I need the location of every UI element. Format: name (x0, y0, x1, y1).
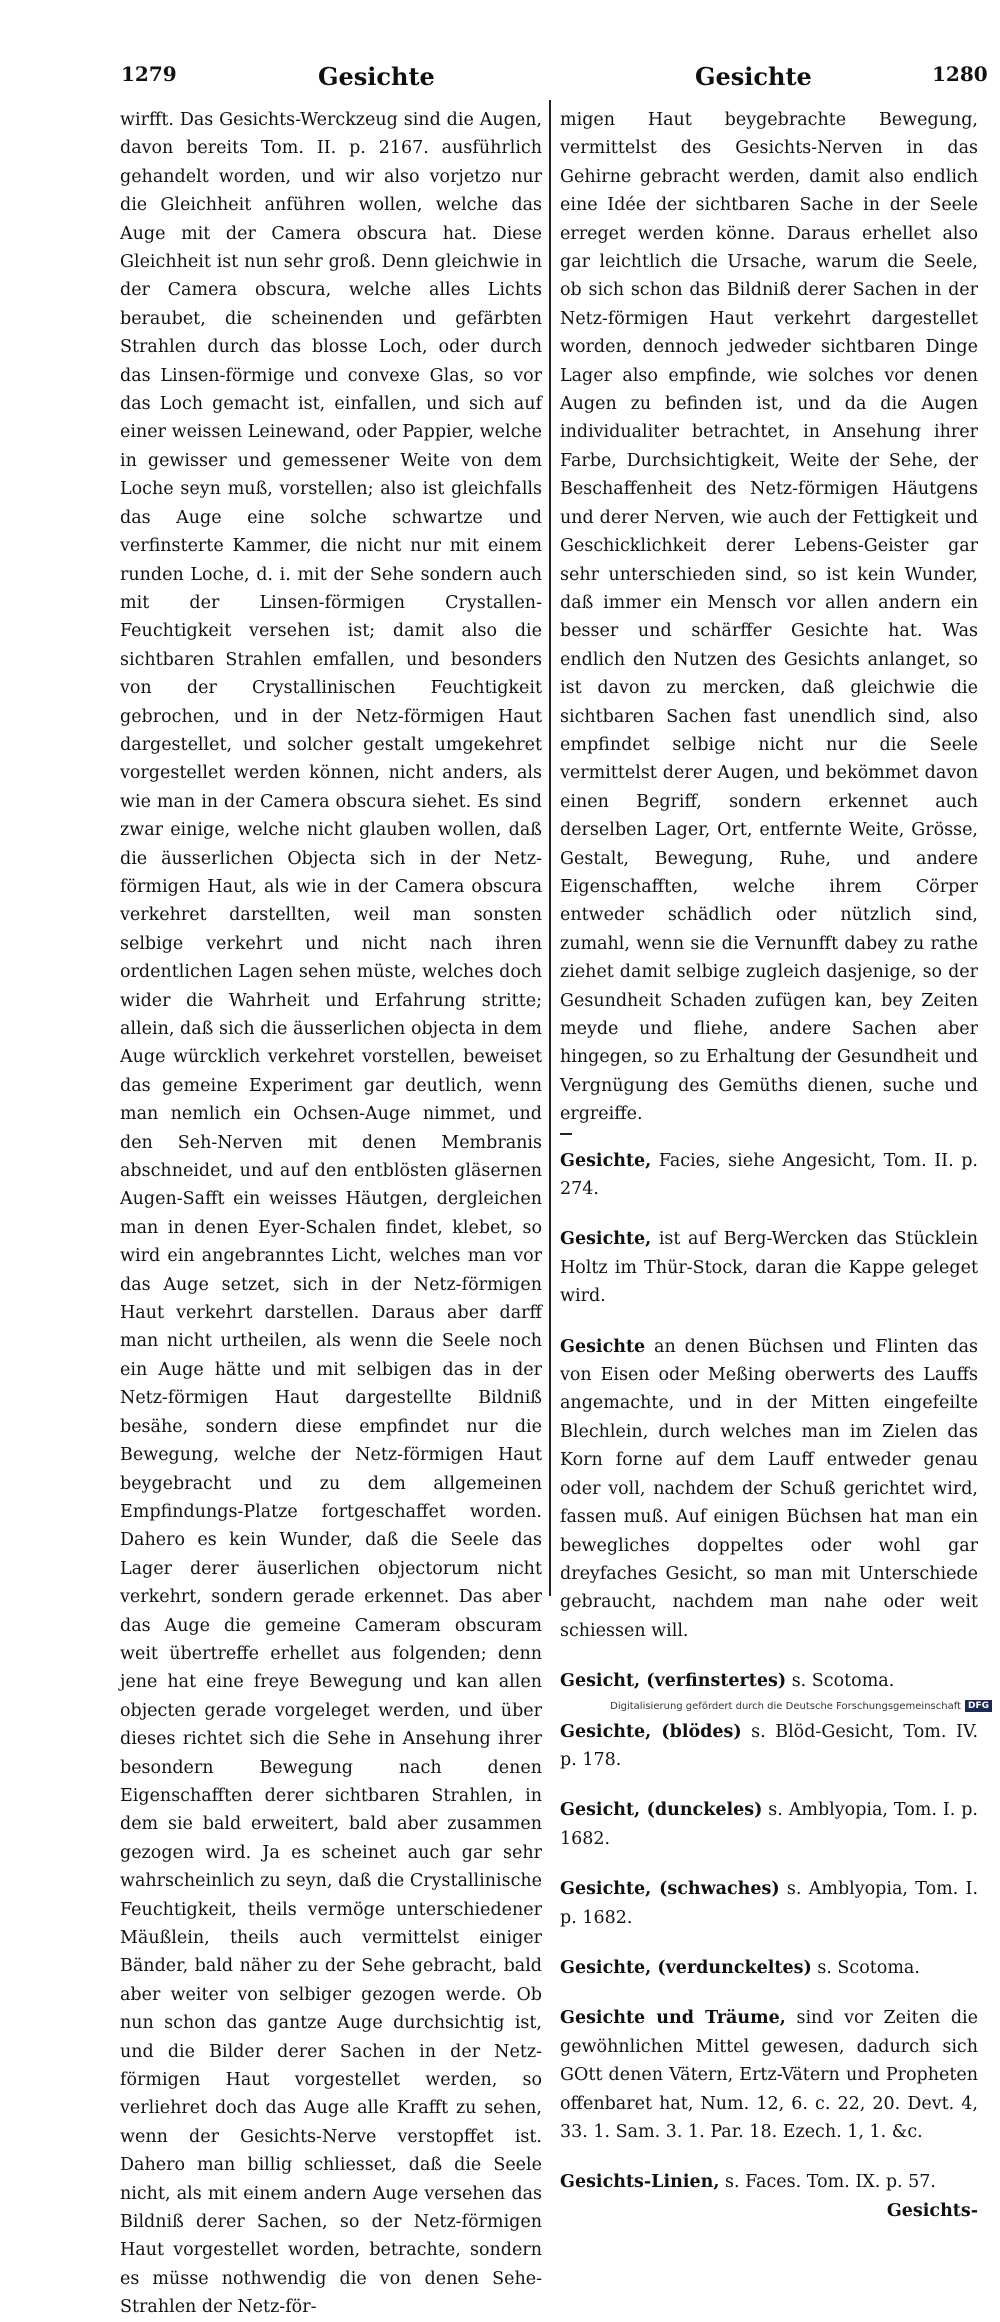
column-divider (549, 100, 551, 1596)
left-column-text: wirfft. Das Gesichts-Werckzeug sind die Augen, davon bereits Tom. II. p. 2167. ausführlich gehandelt worden, und wir also vorjetzo nur die Gleichheit anführen wollen, welche das Auge mit der Camera obscura hat. Diese Gleichheit ist nun sehr groß. Denn gleichwie in der Camera obscura, welche alles Lichts beraubet, die scheinenden und gefärbten Strahlen durch das blosse Loch, oder durch das Linsen-förmige und convexe Glas, so vor das Loch gemacht ist, einfallen, und sich auf einer weissen Leinewand, oder Pappier, welche in gewisser und gemessener Weite von dem Loche seyn muß, vorstellen; also ist gleichfalls das Auge eine solche schwartze und verfinsterte Kammer, die nicht nur mit einem runden Loche, d. i. mit der Sehe sondern auch mit der Linsen-förmigen Crystallen-Feuchtigkeit versehen ist; damit also die sichtbaren Strahlen emfallen, und besonders von der Crystallinischen Feuchtigkeit gebrochen, und in der Netz-förmigen Haut dargestellet, und solcher gestalt umgekehret vorgestellet werden können, nicht anders, als wie man in der Camera obscura siehet. Es sind zwar einige, welche nicht glauben wollen, daß die äusserlichen Objecta sich in der Netz-förmigen Haut, als wie in der Camera obscura verkehret darstellten, weil man sonsten selbige verkehrt und nicht nach ihren ordentlichen Lagen sehen müste, welches doch wider die Wahrheit und Erfahrung stritte; allein, daß sich die äusserlichen objecta in dem Auge würcklich verkehret vorstellen, beweiset das gemeine Experiment gar deutlich, wenn man nemlich ein Ochsen-Auge nimmet, und den Seh-Nerven mit denen Membranis abschneidet, und auf den entblösten gläsernen Augen-Safft ein weisses Häutgen, dergleichen man in denen Eyer-Schalen findet, klebet, so wird ein angebranntes Licht, welches man vor das Auge setzet, sich in der Netz-förmigen Haut verkehrt darstellen. Daraus aber darff man nicht urtheilen, als wenn die Seele noch ein Auge hätte und mit selbigen das in der Netz-förmigen Haut dargestellte Bildniß besähe, sondern diese empfindet nur die Bewegung, welche der Netz-förmigen Haut beygebracht und zu dem allgemeinen Empfindungs-Platze fortgeschaffet worden. Dahero es kein Wunder, daß die Seele das Lager derer äuserlichen objectorum nicht verkehrt, sondern gerade erkennet. Das aber das Auge die gemeine Cameram obscuram weit übertreffe erhellet aus folgenden; denn jene hat eine freye Bewegung und kan allen objecten gerade vorgeleget werden, und über dieses richtet sich die Sehe in Ansehung ihrer besondern Bewegung nach denen Eigenschafften derer sichtbaren Strahlen, in dem sie bald erweitert, bald aber zusammen gezogen wird. Ja es scheinet auch gar sehr wahrscheinlich zu seyn, daß die Crystallinische Feuchtigkeit, theils vermöge unterschiedener Mäußlein, theils auch vermittelst einiger Bänder, bald näher zu der Sehe gebracht, bald aber weiter von selbiger gezogen werde. Ob nun schon das gantze Auge durchsichtig ist, und die Bilder derer Sachen in der Netz-förmigen Haut vorgestellet werden, so verliehret doch das Auge alle Krafft zu sehen, wenn der Gesichts-Nerve verstopffet ist. Dahero man billig schliesset, daß die Seele nicht, als mit einem andern Auge versehen das Bildniß derer Sachen, so der Netz-förmigen Haut vorgestellet worden, betrachte, sondern es müsse nothwendig die von denen Sehe-Strahlen der Netz-för- (120, 110, 542, 2318)
running-head-left: Gesichte (318, 62, 435, 91)
entry-text: s. Blöd-Gesicht, Tom. IV. p. 178. (560, 1721, 979, 1770)
dfg-logo: DFG (965, 1700, 992, 1712)
entry-text: s. Amblyopia, Tom. I. p. 1682. (560, 1879, 979, 1928)
entry-lemma: Gesichte, (blödes) (560, 1721, 742, 1742)
entry-lemma: Gesichte und Träume, (560, 2008, 786, 2029)
entry-lemma: Gesichte, (verdunckeltes) (560, 1957, 812, 1978)
entry (560, 1667, 978, 1695)
catchword: Gesichts- (886, 2200, 978, 2221)
column-number-right: 1280 (932, 62, 988, 86)
left-column (120, 106, 542, 2322)
running-head-right: Gesichte (695, 62, 812, 91)
footer-credit: Digitalisierung gefördert durch die Deutsche Forschungsgemeinschaft (610, 1700, 961, 1712)
entry (560, 1333, 978, 1645)
entry-lemma: Gesichte, (560, 1150, 652, 1171)
entry-text: an denen Büchsen und Flinten das von Eisen oder Meßing oberwerts des Lauffs angemachte, und in der Mitten eingefeilte Blechlein, durch welches man im Zielen das Korn forne auf dem Lauff entweder genau oder voll, nachdem der Schuß gerichtet wird, fassen muß. Auf einigen Büchsen hat man ein bewegliches doppeltes oder wohl gar dreyfaches Gesicht, so man mit Unterschiede gebraucht, nachdem man nahe oder weit schiessen will. (560, 1336, 978, 1641)
entry (560, 1225, 978, 1310)
entry-text: sind vor Zeiten die gewöhnlichen Mittel gewesen, dadurch sich GOtt denen Vätern, Ertz-Vätern und Propheten offenbaret hat, Num. 12, 6. c. 22, 20. Devt. 4, 33. 1. Sam. 3. 1. Par. 18. Ezech. 1, 1. &c. (560, 2008, 978, 2142)
entry (560, 1796, 978, 1853)
entry-text: s. Faces. Tom. IX. p. 57. (719, 2172, 936, 2193)
entry-lemma: Gesichte, (560, 1229, 652, 1250)
entry-text: ist auf Berg-Wercken das Stücklein Holtz im Thür-Stock, daran die Kappe geleget wird. (560, 1229, 978, 1307)
entry-lemma: Gesichte (560, 1336, 646, 1357)
entry (560, 1718, 978, 1775)
right-column-continuation: migen Haut beygebrachte Bewegung, vermittelst des Gesichts-Nerven in das Gehirne gebracht werden, damit also endlich eine Idée der sichtbaren Sache in der Seele erreget werden könne. Daraus erhellet also gar leichtlich die Ursache, warum die Seele, ob sich schon das Bildniß derer Sachen in der Netz-förmigen Haut verkehrt dargestellet worden, dennoch jedweder sichtbaren Dinge Lager also empfinde, wie solches vor denen Augen zu befinden ist, und da die Augen individualiter betrachtet, in Ansehung ihrer Farbe, Durchsichtigkeit, Weite der Sehe, der Beschaffenheit des Netz-förmigen Häutgens und derer Nerven, wie auch der Fettigkeit und Geschicklichkeit derer Lebens-Geister gar sehr unterschieden sind, so ist kein Wunder, daß immer ein Mensch vor allen andern ein besser und schärffer Gesichte hat. Was endlich den Nutzen des Gesichts anlanget, so ist davon zu mercken, daß gleichwie die sichtbaren Sachen fast unendlich sind, also empfindet selbige nicht nur die Seele vermittelst derer Augen, und bekömmet davon einen Begriff, sondern erkennet auch derselben Lager, Ort, entfernte Weite, Grösse, Gestalt, Bewegung, Ruhe, und andere Eigenschafften, welche ihrem Cörper entweder schädlich oder nützlich sind, zumahl, wenn sie die Vernunfft dabey zu rathe ziehet damit selbige zugleich dasjenige, so der Gesundheit Schaden zufügen kan, bey Zeiten meyde und fliehe, andere Sachen aber hingegen, so zu Erhaltung der Gesundheit und Vergnügung des Gemüths dienen, suche und ergreiffe. (560, 110, 978, 1125)
entry (560, 2168, 978, 2196)
column-number-left: 1279 (121, 62, 177, 86)
entry-lemma: Gesicht, (verfinstertes) (560, 1671, 787, 1692)
entry (560, 1147, 978, 1204)
entry-lemma: Gesichts-Linien, (560, 2172, 720, 2193)
entry (560, 1954, 978, 1982)
digitization-footer (610, 1700, 992, 1712)
section-dash (560, 1133, 572, 1135)
entry-text: s. Scotoma. (811, 1957, 920, 1978)
right-column (560, 106, 978, 2225)
entry-text: s. Scotoma. (786, 1671, 895, 1692)
entry-text: Facies, siehe Angesicht, Tom. II. p. 274. (560, 1150, 978, 1200)
entry (560, 2004, 978, 2146)
entry (560, 1875, 978, 1932)
entry-lemma: Gesicht, (dunckeles) (560, 1800, 763, 1821)
entry-lemma: Gesichte, (schwaches) (560, 1879, 780, 1900)
entry-text: s. Amblyopia, Tom. I. p. 1682. (560, 1800, 978, 1849)
